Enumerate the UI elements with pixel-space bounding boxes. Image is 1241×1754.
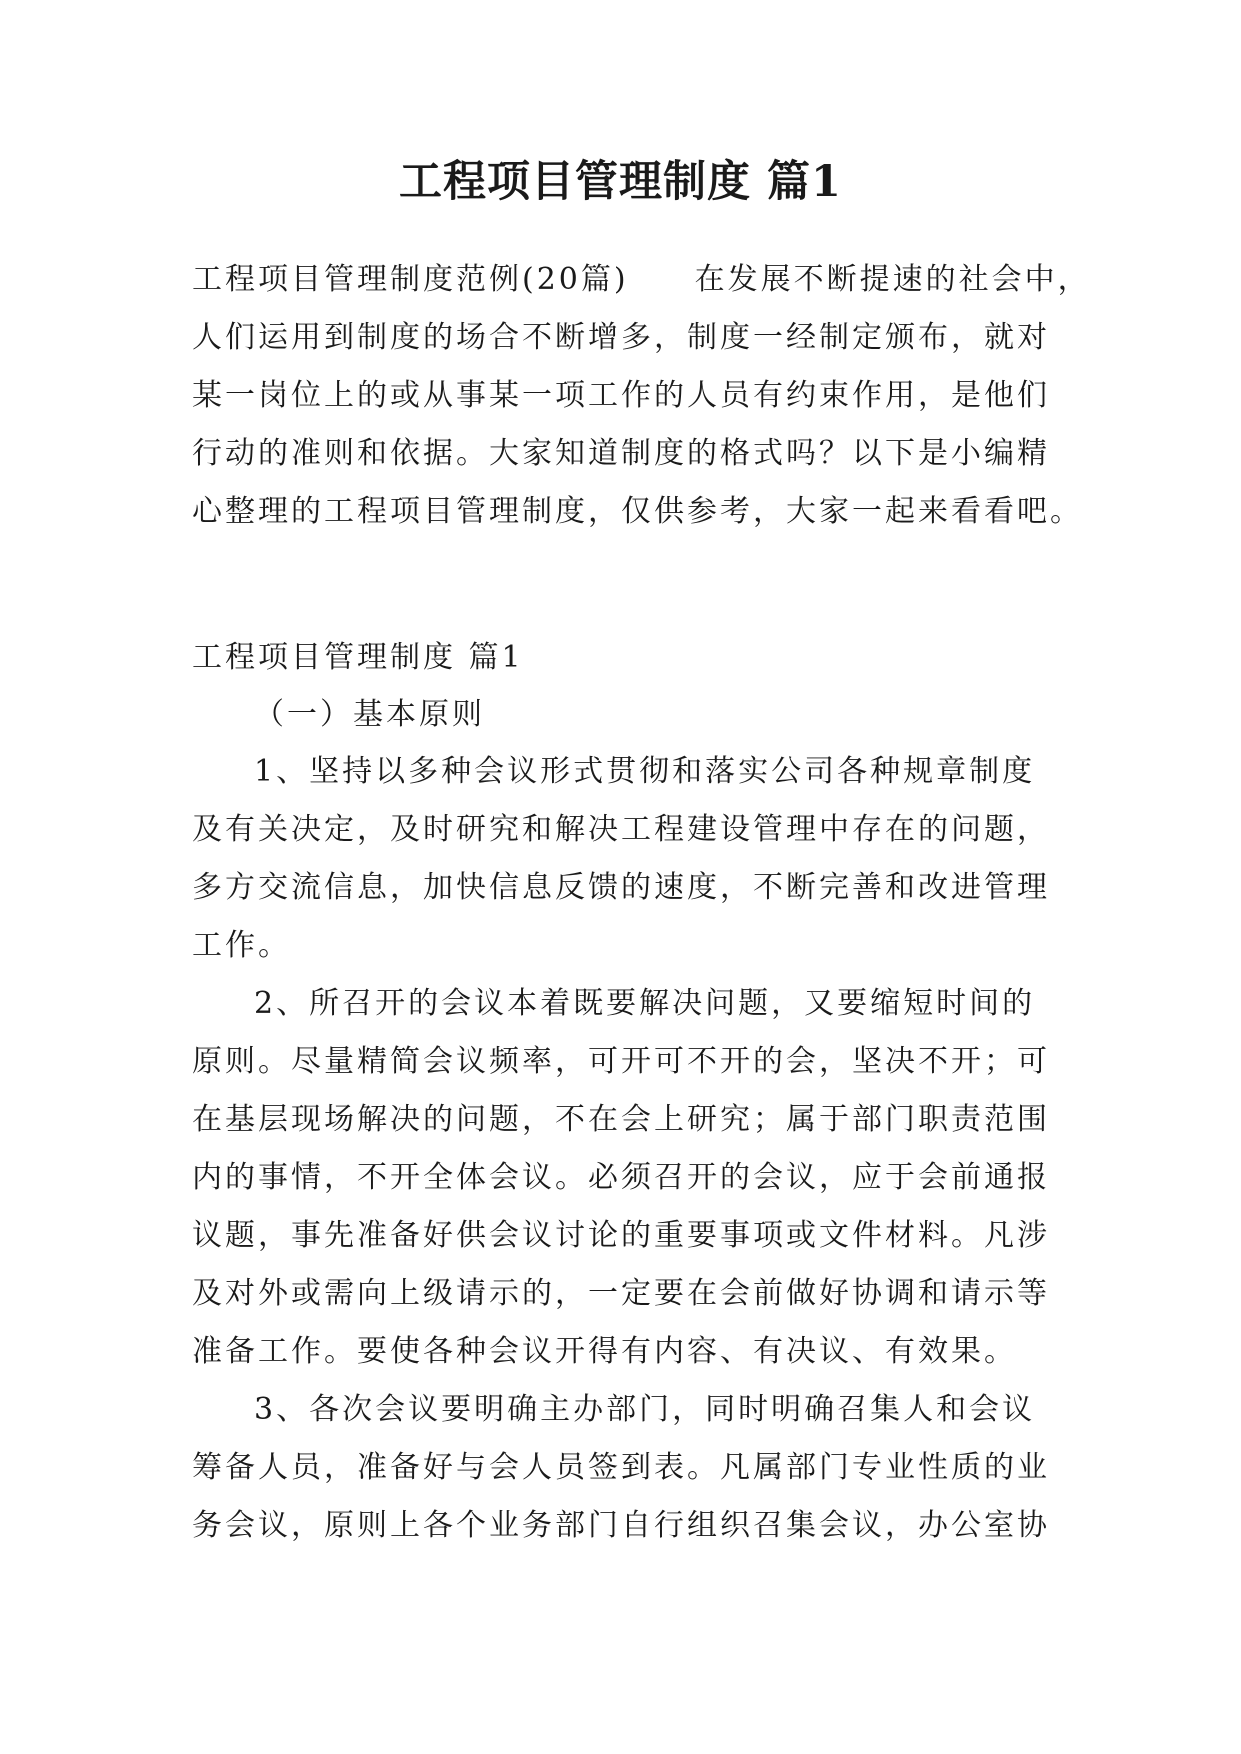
body-line-5: 2、所召开的会议本着既要解决问题，又要缩短时间的 — [254, 986, 1036, 1021]
body-line-11: 准备工作。要使各种会议开得有内容、有决议、有效果。 — [192, 1334, 1017, 1369]
intro-line-4: 行动的准则和依据。大家知道制度的格式吗？以下是小编精 — [192, 436, 1050, 471]
body-line-13: 筹备人员，准备好与会人员签到表。凡属部门专业性质的业 — [192, 1450, 1050, 1485]
intro-line-3: 某一岗位上的或从事某一项工作的人员有约束作用，是他们 — [192, 378, 1050, 413]
body-line-9: 议题，事先准备好供会议讨论的重要事项或文件材料。凡涉 — [192, 1218, 1050, 1253]
body-line-10: 及对外或需向上级请示的，一定要在会前做好协调和请示等 — [192, 1276, 1050, 1311]
body-line-6: 原则。尽量精简会议频率，可开可不开的会，坚决不开；可 — [192, 1044, 1050, 1079]
body-line-2: 及有关决定，及时研究和解决工程建设管理中存在的问题， — [192, 812, 1050, 847]
body-line-1: 1、坚持以多种会议形式贯彻和落实公司各种规章制度 — [254, 754, 1036, 789]
intro-line-2: 人们运用到制度的场合不断增多，制度一经制定颁布，就对 — [192, 320, 1050, 355]
document-title: 工程项目管理制度 篇1 — [399, 157, 842, 207]
body-line-4: 工作。 — [192, 928, 291, 963]
subsection-heading: （一）基本原则 — [254, 697, 485, 732]
body-line-3: 多方交流信息，加快信息反馈的速度，不断完善和改进管理 — [192, 870, 1050, 905]
intro-line-1: 工程项目管理制度范例(20篇) 在发展不断提速的社会中， — [192, 262, 1091, 297]
body-line-8: 内的事情，不开全体会议。必须召开的会议，应于会前通报 — [192, 1160, 1050, 1195]
section-heading: 工程项目管理制度 篇1 — [192, 640, 524, 675]
intro-line-5: 心整理的工程项目管理制度，仅供参考，大家一起来看看吧。 — [192, 494, 1083, 529]
body-line-7: 在基层现场解决的问题，不在会上研究；属于部门职责范围 — [192, 1102, 1050, 1137]
body-line-12: 3、各次会议要明确主办部门，同时明确召集人和会议 — [254, 1392, 1036, 1427]
body-line-14: 务会议，原则上各个业务部门自行组织召集会议，办公室协 — [192, 1508, 1050, 1543]
